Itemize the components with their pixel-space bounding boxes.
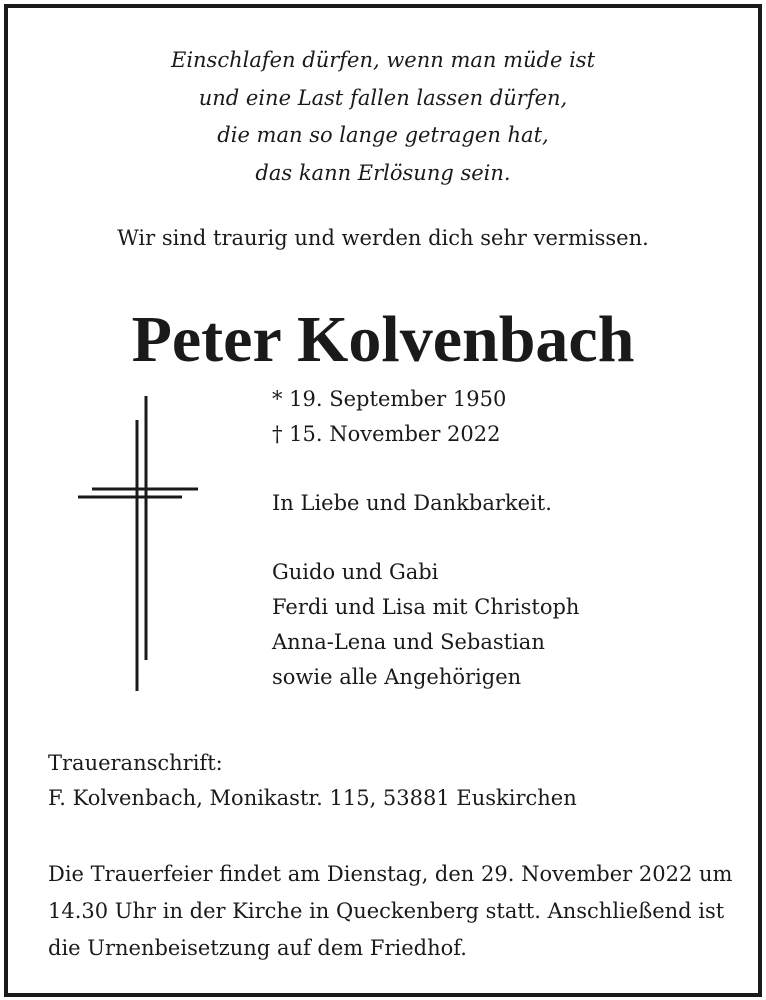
death-date: † 15. November 2022 bbox=[272, 422, 501, 446]
deceased-name: Peter Kolvenbach bbox=[131, 303, 635, 376]
intro-text: Wir sind traurig und werden dich sehr vermissen. bbox=[117, 226, 649, 250]
mourner-line: sowie alle Angehörigen bbox=[272, 665, 522, 689]
details-column bbox=[272, 382, 579, 695]
poem bbox=[0, 42, 766, 192]
dedication: In Liebe und Dankbarkeit. bbox=[272, 491, 552, 515]
mourning-address bbox=[48, 746, 577, 816]
poem-line: die man so lange getragen hat, bbox=[217, 123, 549, 147]
poem-line: das kann Erlösung sein. bbox=[255, 160, 511, 185]
mourner-line: Guido und Gabi bbox=[272, 560, 439, 584]
ceremony-info bbox=[48, 856, 738, 967]
address-value: F. Kolvenbach, Monikastr. 115, 53881 Euskirchen bbox=[48, 786, 577, 810]
poem-line: und eine Last fallen lassen dürfen, bbox=[198, 85, 568, 110]
cross-icon bbox=[76, 394, 200, 694]
address-label: Traueranschrift: bbox=[48, 751, 223, 775]
mourner-line: Ferdi und Lisa mit Christoph bbox=[272, 595, 580, 619]
ceremony-line: Die Trauerfeier findet am Dienstag, den 29. November 2022 um bbox=[48, 862, 733, 886]
ceremony-line: 14.30 Uhr in der Kirche in Queckenberg statt. Anschließend ist bbox=[48, 899, 725, 923]
poem-line: Einschlafen dürfen, wenn man müde ist bbox=[170, 48, 596, 72]
mourner-line: Anna-Lena und Sebastian bbox=[272, 630, 545, 654]
ceremony-line: die Urnenbeisetzung auf dem Friedhof. bbox=[48, 936, 467, 960]
birth-date: * 19. September 1950 bbox=[272, 387, 507, 411]
